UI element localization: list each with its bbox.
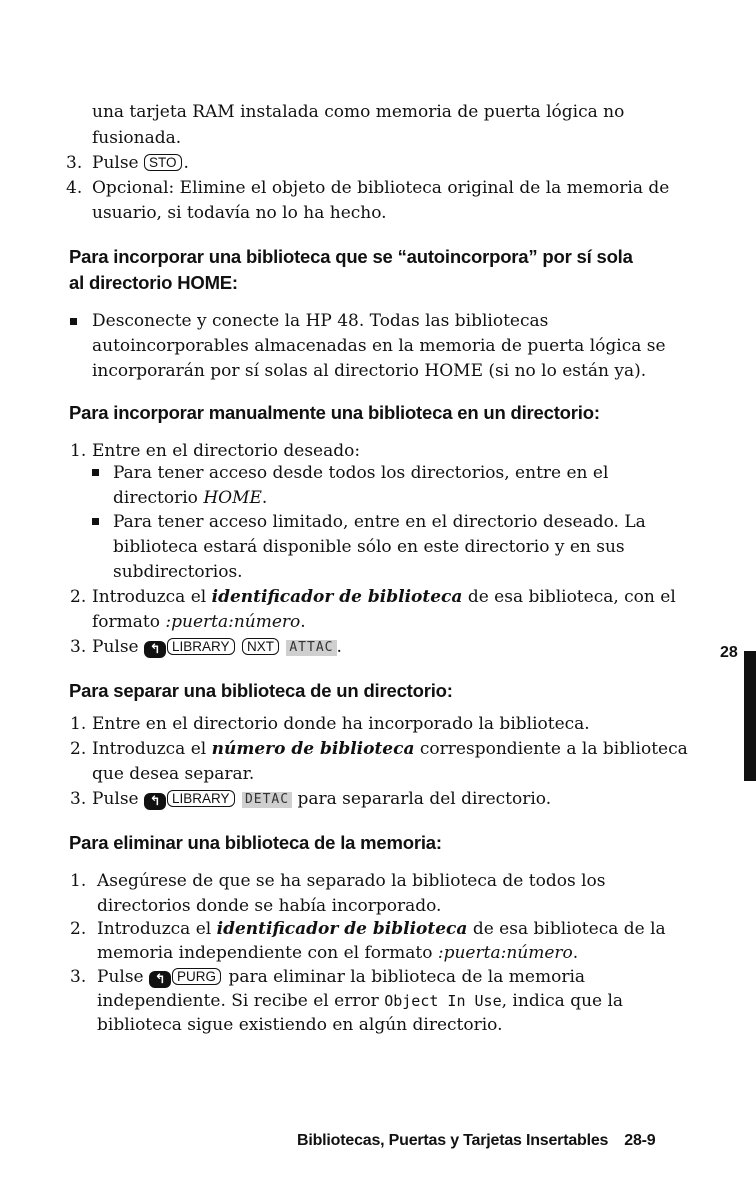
step-number: 3. <box>70 637 87 657</box>
bullet-text: biblioteca estará disponible sólo en este directorio y en sus <box>113 537 625 557</box>
step-text: usuario, si todavía no lo ha hecho. <box>92 203 387 223</box>
step-number: 4. <box>66 178 83 198</box>
section-heading: Para incorporar manualmente una biblioteca en un directorio: <box>69 402 600 423</box>
bullet-text: Para tener acceso limitado, entre en el directorio deseado. La <box>113 512 646 532</box>
purg-key: PURG <box>172 968 221 985</box>
bullet-icon <box>92 518 99 525</box>
step-text: Pulse ↰ LIBRARY DETAC para separarla del directorio. <box>92 789 552 809</box>
section-heading: Para incorporar una biblioteca que se “autoincorpora” por sí sola <box>69 246 633 267</box>
step-number: 2. <box>70 587 87 607</box>
footer-title: Bibliotecas, Puertas y Tarjetas Insertables <box>297 1132 609 1149</box>
step-text: Asegúrese de que se ha separado la biblioteca de todos los <box>97 871 606 891</box>
step-text: Introduzca el número de biblioteca correspondiente a la biblioteca <box>92 739 688 759</box>
step-text: Entre en el directorio donde ha incorporado la biblioteca. <box>92 714 590 734</box>
page-footer <box>297 1129 655 1153</box>
library-key: LIBRARY <box>167 638 235 655</box>
step-text: Introduzca el identificador de biblioteca de esa biblioteca de la <box>97 919 666 939</box>
left-shift-key-icon: ↰ <box>149 971 171 988</box>
step-text: formato :puerta:número. <box>92 612 306 632</box>
step-number: 1. <box>70 871 87 891</box>
chapter-tab-bar <box>744 651 756 781</box>
section-heading: al directorio HOME: <box>69 272 238 293</box>
step-number: 3. <box>70 789 87 809</box>
bullet-icon <box>92 469 99 476</box>
bullet-text: incorporarán por sí solas al directorio HOME (si no lo están ya). <box>92 361 647 381</box>
section-heading: Para separar una biblioteca de un directorio: <box>69 680 453 701</box>
left-shift-key-icon: ↰ <box>144 793 166 810</box>
paragraph-line: fusionada. <box>92 128 182 148</box>
step-number: 3. <box>70 967 87 987</box>
bullet-text: subdirectorios. <box>113 562 243 582</box>
bullet-text: Para tener acceso desde todos los directorios, entre en el <box>113 463 609 483</box>
step-number: 1. <box>70 714 87 734</box>
bullet-icon <box>70 318 77 325</box>
step-text: independiente. Si recibe el error Object In Use, indica que la <box>97 991 624 1011</box>
error-message: Object In Use <box>384 992 502 1010</box>
step-number: 2. <box>70 919 87 939</box>
chapter-tab-label: 28 <box>720 644 738 661</box>
step-text: Entre en el directorio deseado: <box>92 441 361 461</box>
paragraph-line: una tarjeta RAM instalada como memoria de puerta lógica no <box>92 102 625 122</box>
step-number: 2. <box>70 739 87 759</box>
step-text: directorios donde se había incorporado. <box>97 896 442 916</box>
step-text: que desea separar. <box>92 764 255 784</box>
step-text: Pulse ↰ LIBRARY NXT ATTAC . <box>92 637 342 657</box>
nxt-key: NXT <box>242 638 279 655</box>
left-shift-key-icon: ↰ <box>144 641 166 658</box>
bullet-text: directorio HOME. <box>113 488 268 508</box>
step-text: biblioteca sigue existiendo en algún directorio. <box>97 1015 503 1035</box>
section-heading: Para eliminar una biblioteca de la memoria: <box>69 832 442 853</box>
step-number: 1. <box>70 441 87 461</box>
step-text: Introduzca el identificador de biblioteca de esa biblioteca, con el <box>92 587 676 607</box>
sto-key: STO <box>144 154 182 171</box>
step-text: Pulse STO . <box>92 153 189 173</box>
page-number: 28-9 <box>624 1132 656 1149</box>
step-number: 3. <box>66 153 83 173</box>
bullet-text: autoincorporables almacenadas en la memoria de puerta lógica se <box>92 336 666 356</box>
detac-softkey: DETAC <box>242 792 292 808</box>
step-text: Opcional: Elimine el objeto de biblioteca original de la memoria de <box>92 178 670 198</box>
step-text: Pulse ↰ PURG para eliminar la biblioteca de la memoria <box>97 967 586 987</box>
library-key: LIBRARY <box>167 790 235 807</box>
bullet-text: Desconecte y conecte la HP 48. Todas las bibliotecas <box>92 311 549 331</box>
step-text: memoria independiente con el formato :puerta:número. <box>97 943 579 963</box>
attac-softkey: ATTAC <box>286 640 336 656</box>
